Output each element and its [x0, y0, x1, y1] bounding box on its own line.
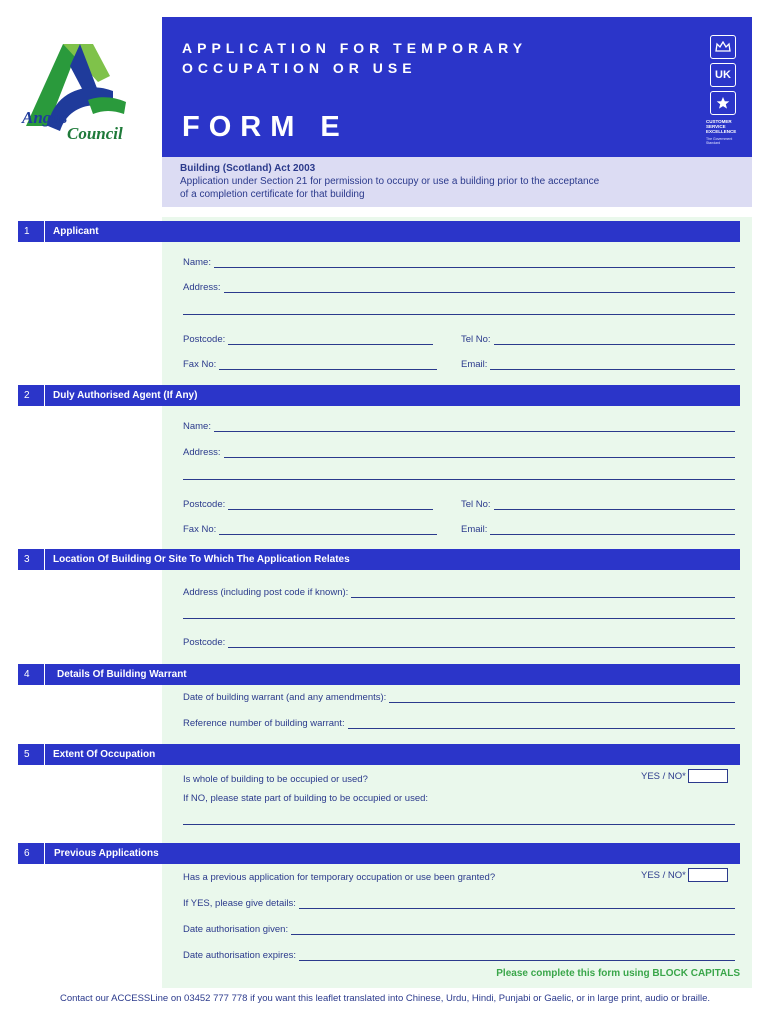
- act-description-2: of a completion certificate for that building: [180, 189, 365, 200]
- section-number: 6: [24, 848, 30, 859]
- site-address-field[interactable]: Address (including post code if known):: [183, 584, 735, 598]
- site-postcode-field[interactable]: Postcode:: [183, 634, 735, 648]
- section-label: Previous Applications: [54, 848, 159, 859]
- applicant-email-field[interactable]: Email:: [461, 356, 735, 370]
- agent-name-field[interactable]: Name:: [183, 418, 735, 432]
- form-label: FORM E: [182, 111, 349, 143]
- section-label: Extent Of Occupation: [53, 749, 156, 760]
- if-no-answer-line[interactable]: [183, 824, 735, 825]
- whole-building-yes-no: YES / NO*: [641, 769, 728, 783]
- previous-granted-question: Has a previous application for temporary occupation or use been granted?: [183, 872, 496, 883]
- applicant-address-line-2[interactable]: [183, 314, 735, 315]
- site-address-line-2[interactable]: [183, 618, 735, 619]
- section-label: Details Of Building Warrant: [57, 669, 187, 680]
- section-label: Applicant: [53, 226, 99, 237]
- section-number: 3: [24, 554, 30, 565]
- if-no-question: If NO, please state part of building to be occupied or used:: [183, 793, 429, 804]
- applicant-address-field[interactable]: Address:: [183, 279, 735, 293]
- date-given-field[interactable]: Date authorisation given:: [183, 921, 735, 935]
- section-label: Duly Authorised Agent (If Any): [53, 390, 198, 401]
- badge-caption-sub: The Government Standard: [706, 137, 733, 145]
- applicant-fax-field[interactable]: Fax No:: [183, 356, 437, 370]
- section-number: 5: [24, 749, 30, 760]
- previous-granted-answer-box[interactable]: [688, 868, 728, 882]
- agent-postcode-field[interactable]: Postcode:: [183, 496, 433, 510]
- agent-address-line-2[interactable]: [183, 479, 735, 480]
- uk-badge: UK: [710, 63, 736, 87]
- logo-text-angus: Angus: [22, 108, 68, 127]
- previous-details-field[interactable]: If YES, please give details:: [183, 895, 735, 909]
- agent-fax-field[interactable]: Fax No:: [183, 521, 437, 535]
- whole-building-question: Is whole of building to be occupied or used?: [183, 774, 368, 785]
- form-title: APPLICATION FOR TEMPORARY OCCUPATION OR USE: [182, 40, 528, 76]
- logo-text-council: Council: [67, 124, 123, 143]
- star-icon: [710, 91, 736, 115]
- form-subheader: [162, 157, 752, 207]
- footer-contact: Contact our ACCESSLine on 03452 777 778 if you want this leaflet translated into Chinese, Urdu, Hindi, Punjabi or Gaelic, or in large print, audio or braille.: [59, 993, 711, 1004]
- section-applicant: [18, 221, 740, 242]
- section-location: [18, 549, 740, 570]
- section-number: 4: [24, 669, 30, 680]
- crown-icon: [710, 35, 736, 59]
- section-warrant: [18, 664, 740, 685]
- applicant-name-field[interactable]: Name:: [183, 254, 735, 268]
- section-number: 2: [24, 390, 30, 401]
- agent-tel-field[interactable]: Tel No:: [461, 496, 735, 510]
- agent-address-field[interactable]: Address:: [183, 444, 735, 458]
- applicant-tel-field[interactable]: Tel No:: [461, 331, 735, 345]
- section-extent: [18, 744, 740, 765]
- section-number: 1: [24, 226, 30, 237]
- previous-granted-yes-no: YES / NO*: [641, 868, 728, 882]
- date-expires-field[interactable]: Date authorisation expires:: [183, 947, 735, 961]
- section-previous: [18, 843, 740, 864]
- section-label: Location Of Building Or Site To Which The Application Relates: [53, 554, 350, 565]
- form-header: [162, 17, 752, 157]
- section-agent: [18, 385, 740, 406]
- act-title: Building (Scotland) Act 2003: [180, 163, 316, 174]
- block-capitals-note: Please complete this form using BLOCK CAPITALS: [496, 968, 740, 979]
- badge-caption: CUSTOMER SERVICE EXCELLENCE: [706, 119, 737, 134]
- warrant-date-field[interactable]: Date of building warrant (and any amendments):: [183, 689, 735, 703]
- warrant-ref-field[interactable]: Reference number of building warrant:: [183, 715, 735, 729]
- act-description-1: Application under Section 21 for permission to occupy or use a building prior to the acceptance: [180, 176, 600, 187]
- agent-email-field[interactable]: Email:: [461, 521, 735, 535]
- badges: [706, 35, 737, 145]
- whole-building-answer-box[interactable]: [688, 769, 728, 783]
- applicant-postcode-field[interactable]: Postcode:: [183, 331, 433, 345]
